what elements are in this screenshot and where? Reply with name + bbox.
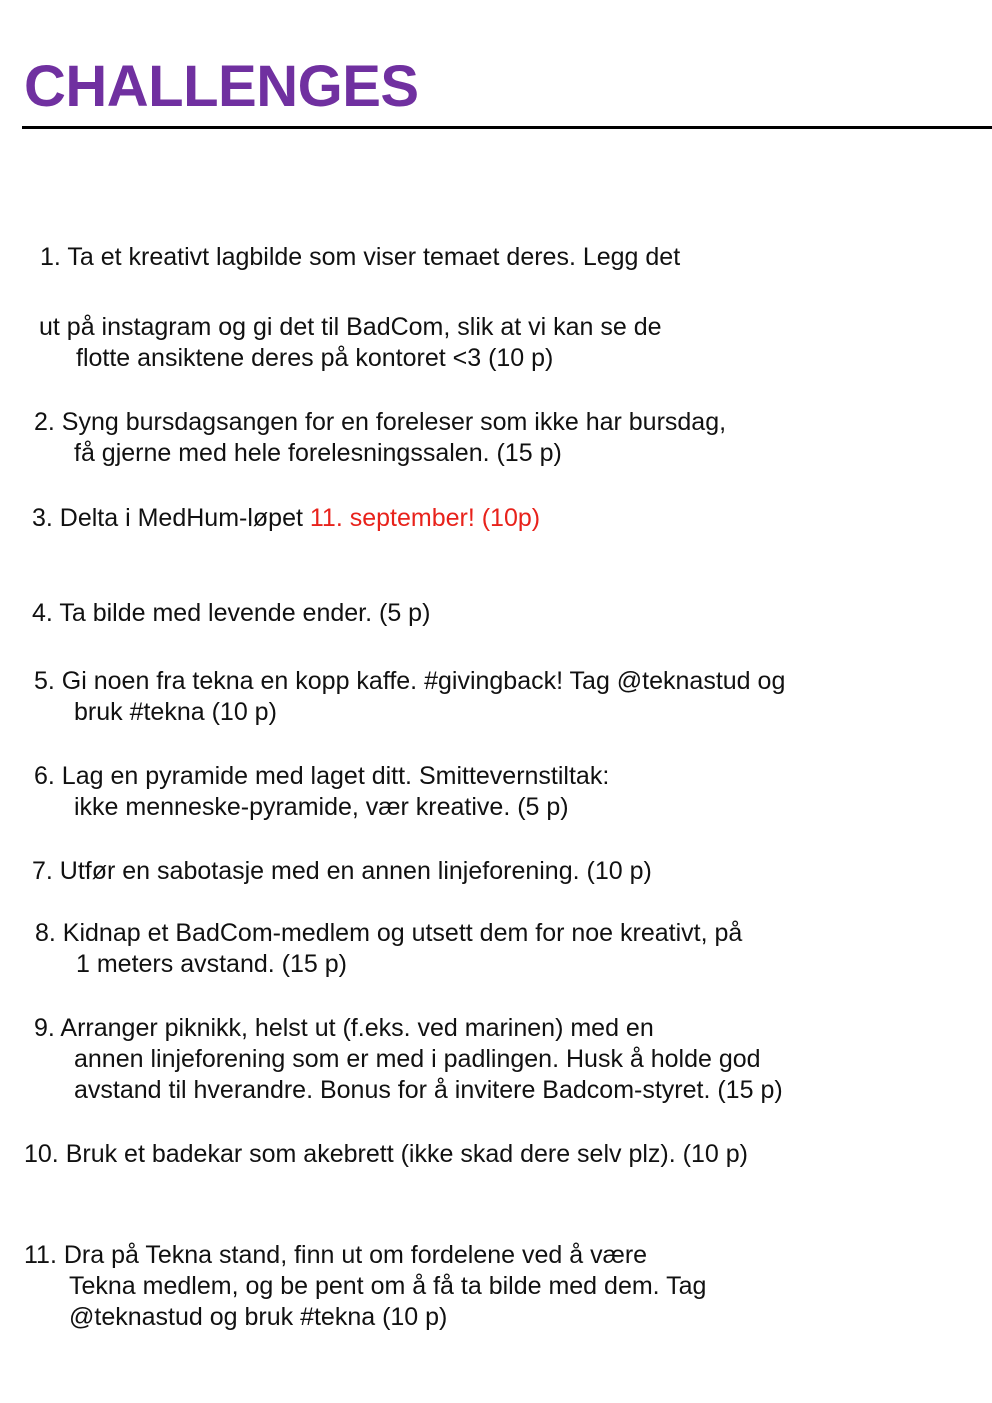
title-divider bbox=[22, 126, 992, 129]
challenge-5-line-2: bruk #tekna (10 p) bbox=[74, 698, 277, 726]
challenge-7-line-1: 7. Utfør en sabotasje med en annen linjeforening. (10 p) bbox=[32, 857, 652, 885]
challenge-6-line-1: 6. Lag en pyramide med laget ditt. Smittevernstiltak: bbox=[34, 762, 610, 790]
challenge-4-line-1: 4. Ta bilde med levende ender. (5 p) bbox=[32, 599, 431, 627]
page-title: CHALLENGES bbox=[24, 54, 419, 119]
challenge-9-line-2: annen linjeforening som er med i padlingen. Husk å holde god bbox=[74, 1045, 761, 1073]
challenge-9-line-1: 9. Arranger piknikk, helst ut (f.eks. ved marinen) med en bbox=[34, 1014, 654, 1042]
challenge-1-line-1: 1. Ta et kreativt lagbilde som viser temaet deres. Legg det bbox=[40, 243, 681, 271]
challenge-8-line-1: 8. Kidnap et BadCom-medlem og utsett dem for noe kreativt, på bbox=[35, 919, 743, 947]
challenge-8-line-2: 1 meters avstand. (15 p) bbox=[76, 950, 347, 978]
challenge-9-line-3: avstand til hverandre. Bonus for å invitere Badcom-styret. (15 p) bbox=[74, 1076, 783, 1104]
challenge-2-line-2: få gjerne med hele forelesningssalen. (15 p) bbox=[74, 439, 562, 467]
challenge-5-line-1: 5. Gi noen fra tekna en kopp kaffe. #givingback! Tag @teknastud og bbox=[34, 667, 786, 695]
challenge-6-line-2: ikke menneske-pyramide, vær kreative. (5 p) bbox=[74, 793, 569, 821]
challenge-3-line-1 bbox=[32, 503, 540, 534]
challenge-10-line-1: 10. Bruk et badekar som akebrett (ikke skad dere selv plz). (10 p) bbox=[24, 1140, 748, 1168]
challenge-11-line-3: @teknastud og bruk #tekna (10 p) bbox=[69, 1303, 448, 1331]
challenge-11-line-2: Tekna medlem, og be pent om å få ta bilde med dem. Tag bbox=[69, 1272, 707, 1300]
challenge-2-line-1: 2. Syng bursdagsangen for en foreleser som ikke har bursdag, bbox=[34, 408, 727, 436]
challenge-1-line-3: flotte ansiktene deres på kontoret <3 (10 p) bbox=[76, 344, 554, 372]
challenge-1-line-2: ut på instagram og gi det til BadCom, slik at vi kan se de bbox=[39, 313, 662, 341]
challenge-3-date-highlight: 11. september! (10p) bbox=[309, 504, 541, 532]
challenge-11-line-1: 11. Dra på Tekna stand, finn ut om fordelene ved å være bbox=[24, 1241, 648, 1269]
challenge-3-text: 3. Delta i MedHum-løpet bbox=[32, 504, 310, 532]
